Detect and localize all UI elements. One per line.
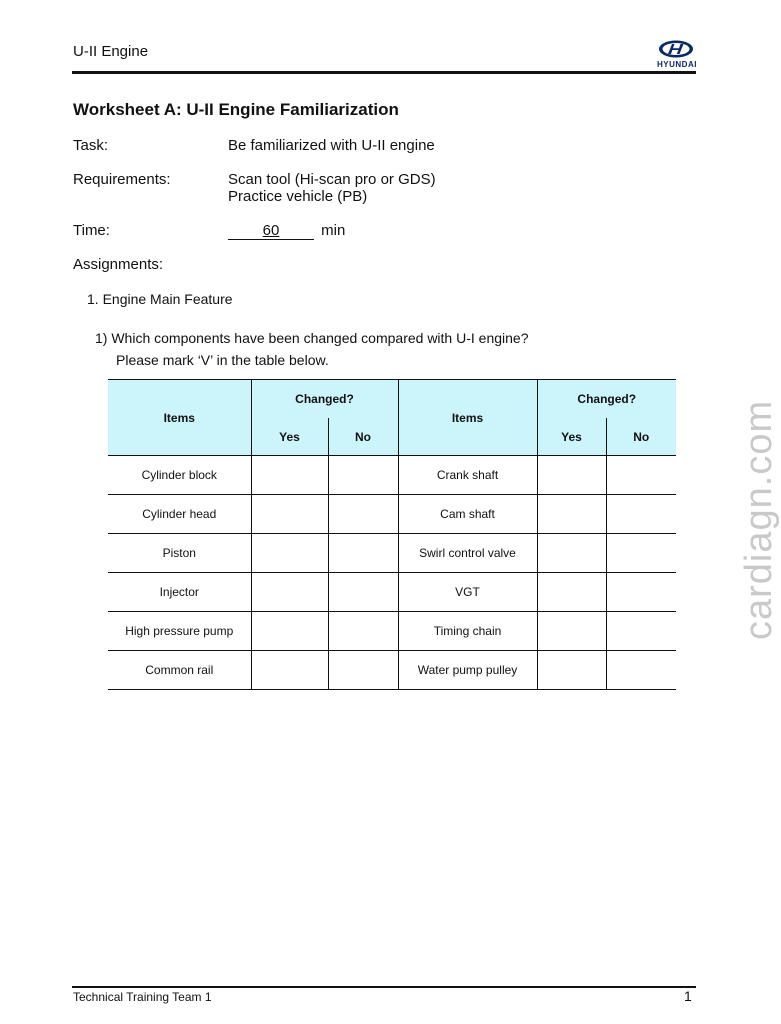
hyundai-wordmark: HYUNDAI bbox=[657, 60, 697, 69]
yes-cell[interactable] bbox=[251, 573, 328, 612]
yes-cell[interactable] bbox=[251, 495, 328, 534]
no-cell[interactable] bbox=[606, 534, 676, 573]
item-right: Swirl control valve bbox=[398, 534, 537, 573]
no-cell[interactable] bbox=[328, 651, 398, 690]
yes-cell[interactable] bbox=[537, 573, 606, 612]
section-heading: 1. Engine Main Feature bbox=[87, 291, 233, 307]
items-header-right: Items bbox=[398, 380, 537, 456]
no-cell[interactable] bbox=[328, 456, 398, 495]
header-rule bbox=[72, 71, 696, 74]
worksheet-title: Worksheet A: U-II Engine Familiarization bbox=[73, 100, 399, 119]
table-row bbox=[108, 651, 676, 690]
item-left: Injector bbox=[108, 573, 251, 612]
changed-header-right: Changed? bbox=[537, 380, 676, 419]
no-cell[interactable] bbox=[328, 534, 398, 573]
requirements-line-2: Practice vehicle (PB) bbox=[228, 188, 368, 205]
no-cell[interactable] bbox=[328, 612, 398, 651]
table-row bbox=[108, 456, 676, 495]
time-unit: min bbox=[321, 222, 346, 239]
no-header-left: No bbox=[328, 418, 398, 456]
table-row bbox=[108, 495, 676, 534]
table-row bbox=[108, 612, 676, 651]
hyundai-logo bbox=[648, 40, 704, 70]
item-right: Cam shaft bbox=[398, 495, 537, 534]
yes-header-left: Yes bbox=[251, 418, 328, 456]
item-left: Common rail bbox=[108, 651, 251, 690]
no-cell[interactable] bbox=[606, 651, 676, 690]
yes-cell[interactable] bbox=[537, 534, 606, 573]
changed-header-left: Changed? bbox=[251, 380, 398, 419]
task-value: Be familiarized with U-II engine bbox=[228, 137, 435, 154]
time-field bbox=[228, 222, 345, 240]
question-line-1: 1) Which components have been changed compared with U-I engine? bbox=[95, 330, 529, 346]
hyundai-logo-icon bbox=[648, 40, 704, 60]
no-cell[interactable] bbox=[606, 612, 676, 651]
item-right: VGT bbox=[398, 573, 537, 612]
question-line-2: Please mark ‘V’ in the table below. bbox=[116, 352, 329, 368]
item-left: High pressure pump bbox=[108, 612, 251, 651]
page-number: 1 bbox=[684, 988, 692, 1004]
task-label: Task: bbox=[73, 137, 109, 154]
item-left: Piston bbox=[108, 534, 251, 573]
no-cell[interactable] bbox=[606, 495, 676, 534]
no-cell[interactable] bbox=[328, 573, 398, 612]
no-header-right: No bbox=[606, 418, 676, 456]
watermark: cardiagn.com bbox=[738, 399, 780, 640]
items-header-left: Items bbox=[108, 380, 251, 456]
footer-rule bbox=[72, 986, 696, 988]
no-cell[interactable] bbox=[606, 456, 676, 495]
time-value: 60 bbox=[262, 222, 280, 239]
yes-cell[interactable] bbox=[251, 651, 328, 690]
table-row bbox=[108, 534, 676, 573]
item-right: Water pump pulley bbox=[398, 651, 537, 690]
footer-team: Technical Training Team 1 bbox=[73, 990, 212, 1004]
yes-cell[interactable] bbox=[537, 495, 606, 534]
no-cell[interactable] bbox=[328, 495, 398, 534]
yes-cell[interactable] bbox=[251, 612, 328, 651]
requirements-line-1: Scan tool (Hi-scan pro or GDS) bbox=[228, 171, 436, 188]
yes-cell[interactable] bbox=[537, 612, 606, 651]
yes-cell[interactable] bbox=[537, 651, 606, 690]
question bbox=[95, 327, 528, 371]
assignments-label: Assignments: bbox=[73, 256, 164, 273]
time-label: Time: bbox=[73, 222, 110, 239]
item-left: Cylinder block bbox=[108, 456, 251, 495]
requirements-label: Requirements: bbox=[73, 171, 171, 188]
no-cell[interactable] bbox=[606, 573, 676, 612]
table-row bbox=[108, 573, 676, 612]
item-right: Crank shaft bbox=[398, 456, 537, 495]
yes-cell[interactable] bbox=[251, 456, 328, 495]
components-table bbox=[108, 379, 676, 690]
item-left: Cylinder head bbox=[108, 495, 251, 534]
item-right: Timing chain bbox=[398, 612, 537, 651]
yes-cell[interactable] bbox=[537, 456, 606, 495]
yes-header-right: Yes bbox=[537, 418, 606, 456]
yes-cell[interactable] bbox=[251, 534, 328, 573]
header-title: U-II Engine bbox=[73, 43, 149, 60]
